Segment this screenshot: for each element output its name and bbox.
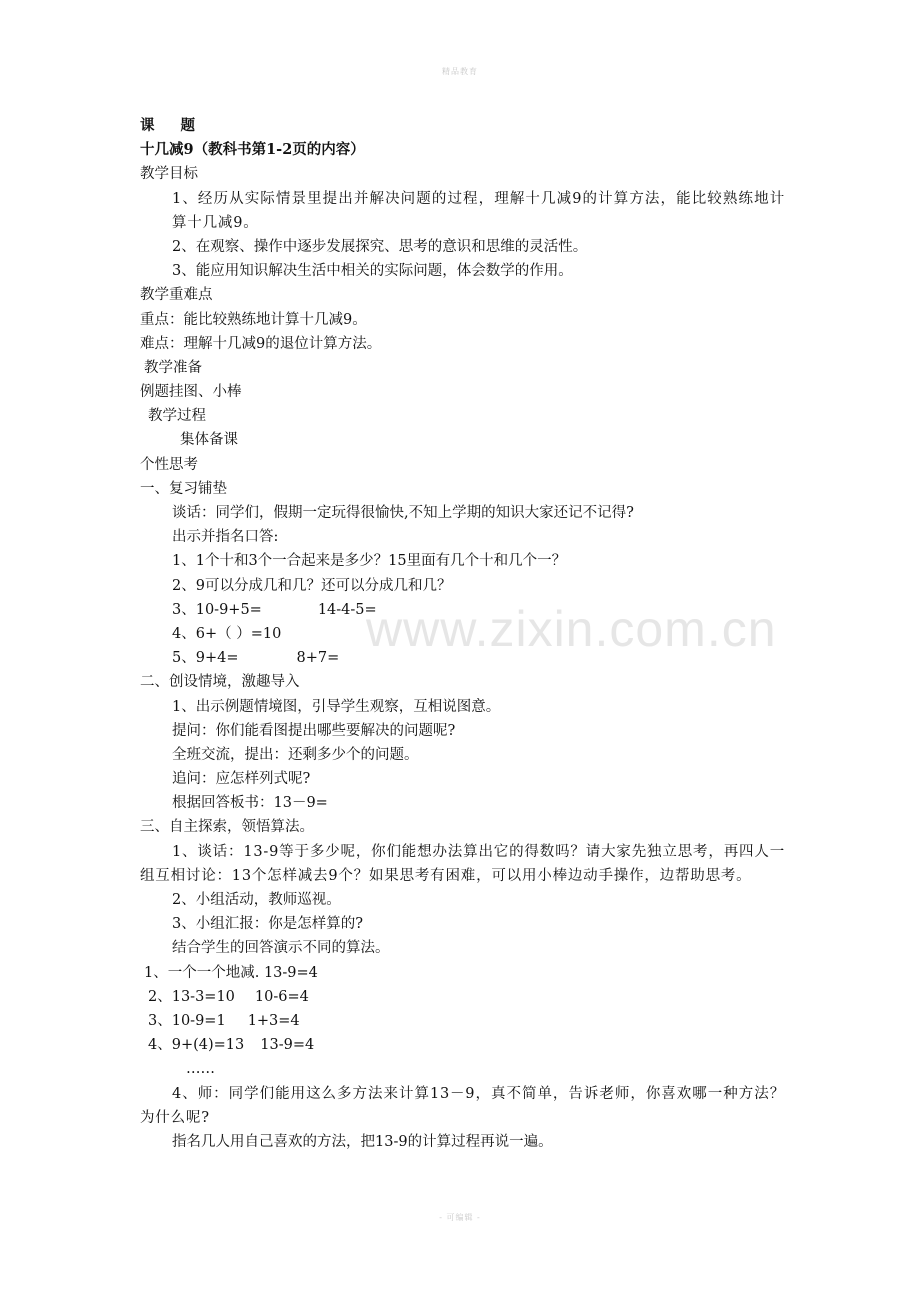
focus-key: 重点：能比较熟练地计算十几减9。 [140,311,367,328]
preparation-content: 例题挂图、小棒 [140,384,242,401]
method-ellipsis: …… [186,1061,215,1078]
section-3-paragraph-3: 3、小组汇报：你是怎样算的? [172,916,363,933]
objective-1-text: 1、经历从实际情景里提出并解决问题的过程，理解十几减9的计算方法，能比较熟练地计算十几减9。 [172,190,785,231]
objective-1 [140,187,785,235]
method-4b: 13-9=4 [260,1037,315,1054]
section-1-heading: 一、复习铺垫 [140,480,227,497]
title-label [140,114,785,138]
section-1-prompt: 出示并指名口答: [172,529,279,546]
section-3-paragraph-6: 指名几人用自己喜欢的方法，把13-9的计算过程再说一遍。 [172,1133,553,1150]
method-4 [140,1033,785,1057]
section-2-line-4: 追问：应怎样列式呢? [172,771,311,788]
section-2-line-5: 根据回答板书：13－9= [172,795,328,812]
document-body [140,114,785,1154]
method-2 [140,985,785,1009]
section-1-talk: 谈话：同学们，假期一定玩得很愉快,不知上学期的知识大家还记不记得? [172,505,634,522]
method-3b: 1+3=4 [247,1013,300,1029]
focus-heading: 教学重难点 [140,287,213,304]
title-label-a: 课 [140,117,155,134]
lesson-title: 十几减9（教科书第1-2页的内容） [140,141,365,159]
section-2-line-3: 全班交流，提出：还剩多少个的问题。 [172,746,419,763]
method-2a: 2、13-3=10 [148,988,235,1005]
section-3-paragraph-2: 2、小组活动，教师巡视。 [172,892,341,909]
page-footer-mark: - 可编辑 - [439,1213,481,1222]
preparation-heading: 教学准备 [144,359,202,376]
review-question-3 [140,598,785,622]
section-2-heading: 二、创设情境，激趣导入 [140,674,300,691]
review-question-2: 2、9可以分成几和几？还可以分成几和几？ [172,577,452,594]
section-3-paragraph-1: 1、谈话：13-9等于多少呢，你们能想办法算出它的得数吗？请大家先独立思考，再四人一组互相讨论：13个怎样减去9个？如果思考有困难，可以用小棒边动手操作，边帮助思考。 [140,843,785,884]
method-1: 1、一个一个地减. 13-9=4 [144,964,318,981]
method-2b: 10-6=4 [254,988,309,1005]
focus-difficulty: 难点：理解十几减9的退位计算方法。 [140,335,382,352]
process-heading: 教学过程 [148,408,206,425]
objective-3: 3、能应用知识解决生活中相关的实际问题，体会数学的作用。 [172,263,573,280]
page-header-mark: 精品教育 [442,67,478,76]
review-question-5b: 8+7= [296,650,340,667]
method-3 [140,1009,785,1033]
review-question-3b: 14-4-5= [317,601,377,618]
section-3-heading: 三、自主探索，领悟算法。 [140,819,314,836]
review-question-3a: 3、10-9+5= [172,601,262,618]
review-question-4: 4、6+（ ）=10 [172,625,282,642]
review-question-1: 1、1个十和3个一合起来是多少？15里面有几个十和几个一？ [172,553,567,570]
watermark: www.zixin.com.cn [366,601,777,657]
section-3-paragraph-5: 4、师：同学们能用这么多方法来计算13－9，真不简单，告诉老师，你喜欢哪一种方法？为什么呢? [140,1085,785,1126]
section-3-paragraph-4: 结合学生的回答演示不同的算法。 [172,940,390,957]
section-2-line-2: 提问：你们能看图提出哪些要解决的问题呢? [172,722,456,739]
method-4a: 4、9+(4)=13 [148,1037,245,1054]
objective-2: 2、在观察、操作中逐步发展探究、思考的意识和思维的灵活性。 [172,238,588,255]
review-question-5 [140,646,785,670]
section-2-line-1: 1、出示例题情境图，引导学生观察，互相说图意。 [172,698,501,715]
review-question-5a: 5、9+4= [172,650,239,667]
personal-thinking-label: 个性思考 [140,456,198,473]
objectives-heading: 教学目标 [140,166,198,183]
collective-lesson-label: 集体备课 [180,432,238,449]
title-label-b: 题 [180,117,195,134]
method-3a: 3、10-9=1 [148,1013,226,1029]
